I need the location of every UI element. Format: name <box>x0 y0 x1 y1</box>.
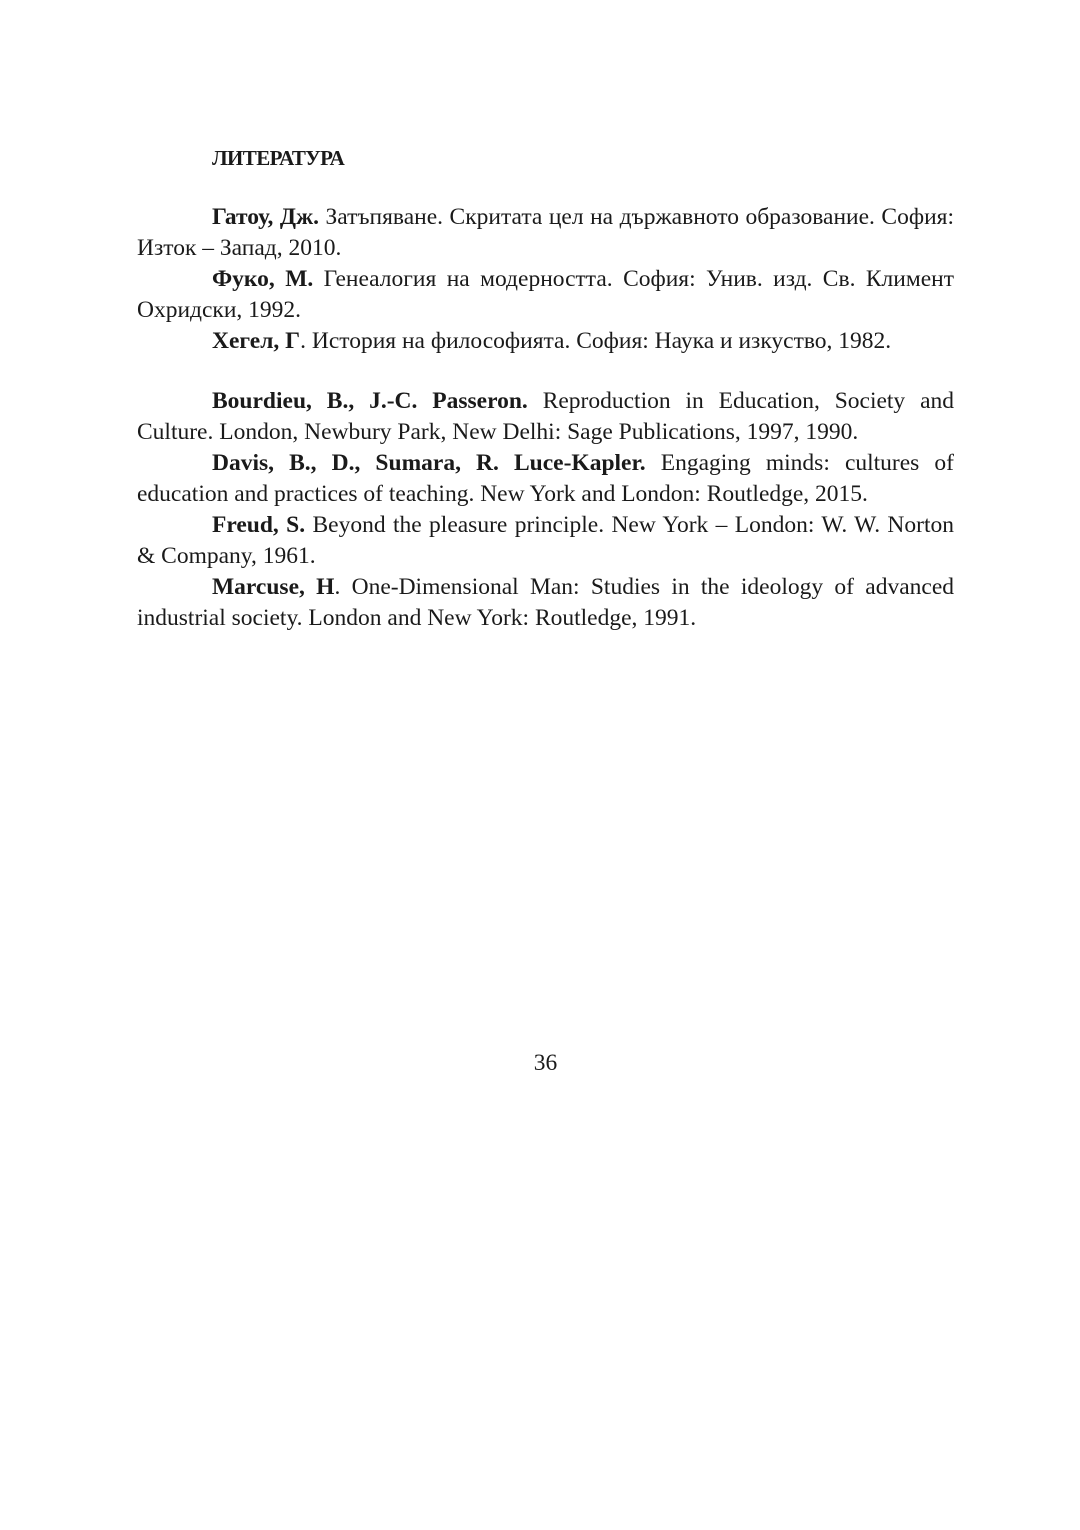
reference-entry <box>137 326 954 357</box>
bibliography-heading: ЛИТЕРАТУРА <box>212 146 345 170</box>
reference-entry <box>137 386 954 448</box>
reference-author: Freud, S. <box>212 512 306 538</box>
reference-author: Гатоу, Дж. <box>212 204 319 230</box>
reference-list <box>137 202 954 634</box>
reference-text: Reproduction in Education, Society and Culture. London, Newbury Park, New Delhi: Sage Publications, 1997, 1990. <box>137 388 955 445</box>
reference-text: Затъпяване. Скритата цел на държавното образование. София: Изток – Запад, 2010. <box>137 204 954 261</box>
reference-text: Генеалогия на модерността. София: Унив. изд. Св. Климент Охридски, 1992. <box>137 266 954 323</box>
reference-entry <box>137 510 954 572</box>
reference-author: Davis, B., D., Sumara, R. Luce-Kapler. <box>212 450 646 476</box>
reference-entry <box>137 572 954 634</box>
reference-author: Фуко, М. <box>212 266 314 292</box>
reference-author: Marcuse, H <box>212 574 335 600</box>
reference-entry <box>137 202 954 264</box>
section-gap <box>137 357 954 386</box>
reference-text: Engaging minds: cultures of education and practices of teaching. New York and London: Routledge, 2015. <box>137 450 954 507</box>
reference-author: Хегел, Г <box>212 328 301 354</box>
page-number: 36 <box>533 1050 558 1076</box>
document-page <box>137 0 954 1530</box>
reference-author: Bourdieu, B., J.-C. Passeron. <box>212 388 528 414</box>
reference-entry <box>137 448 954 510</box>
reference-text: Beyond the pleasure principle. New York – London: W. W. Norton & Company, 1961. <box>137 512 955 569</box>
reference-text: . История на философията. София: Наука и изкуство, 1982. <box>300 328 892 354</box>
reference-text: . One-Dimensional Man: Studies in the ideology of advanced industrial society. London and New York: Routledge, 1991. <box>137 574 954 631</box>
reference-entry <box>137 264 954 326</box>
